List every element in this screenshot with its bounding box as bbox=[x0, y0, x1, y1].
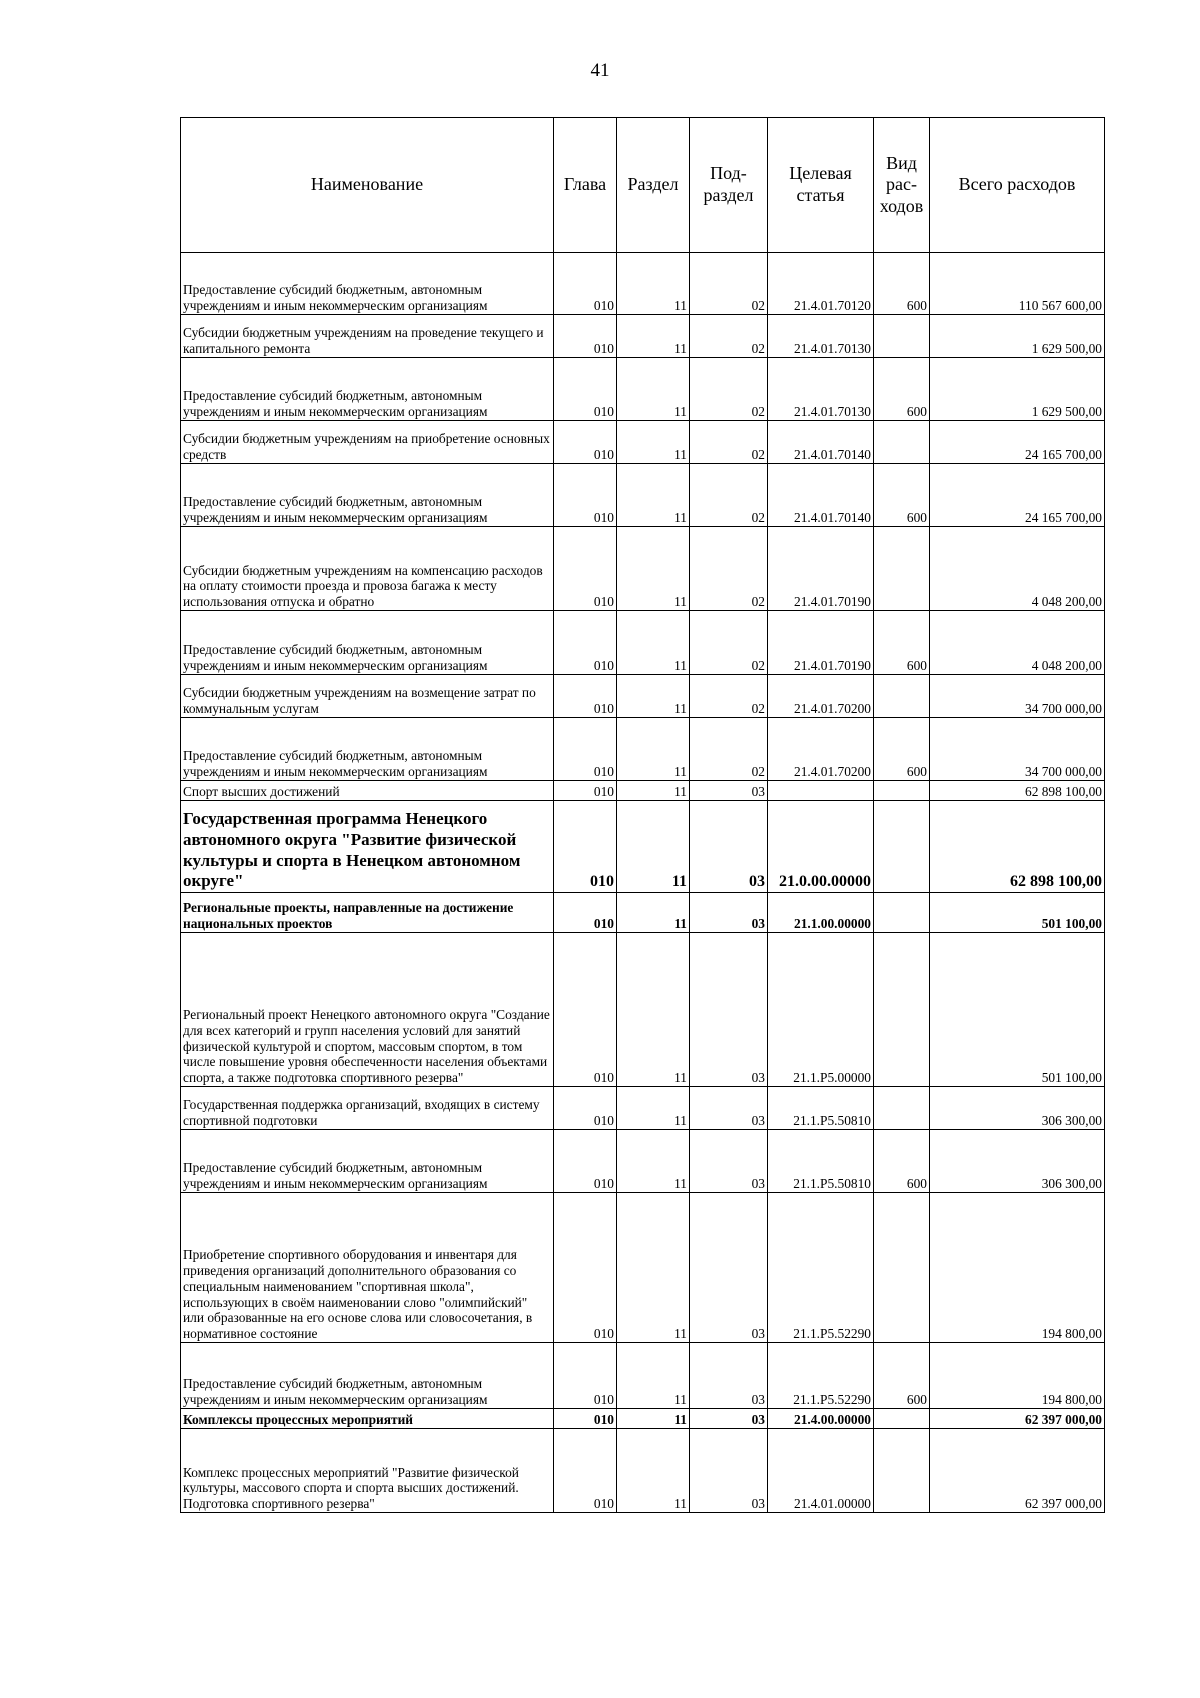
table-row bbox=[181, 675, 1105, 718]
row-razdel: 11 bbox=[617, 1130, 690, 1193]
row-vid: 600 bbox=[874, 1343, 930, 1409]
header-podrazdel: Под-раздел bbox=[690, 118, 768, 253]
row-glava: 010 bbox=[554, 933, 617, 1087]
table-row bbox=[181, 464, 1105, 527]
row-celevaya: 21.1.P5.52290 bbox=[768, 1193, 874, 1343]
row-vsego: 1 629 500,00 bbox=[930, 358, 1105, 421]
table-row bbox=[181, 421, 1105, 464]
row-podrazdel: 03 bbox=[690, 1130, 768, 1193]
table-row bbox=[181, 1130, 1105, 1193]
row-name: Спорт высших достижений bbox=[181, 781, 554, 801]
row-glava: 010 bbox=[554, 1193, 617, 1343]
budget-table bbox=[180, 117, 1105, 1513]
row-razdel: 11 bbox=[617, 527, 690, 611]
row-vsego: 62 898 100,00 bbox=[930, 801, 1105, 893]
row-name: Предоставление субсидий бюджетным, автономным учреждениям и иным некоммерческим организациям bbox=[181, 1343, 554, 1409]
row-vsego: 62 898 100,00 bbox=[930, 781, 1105, 801]
row-vsego: 34 700 000,00 bbox=[930, 675, 1105, 718]
row-vid: 600 bbox=[874, 718, 930, 781]
row-glava: 010 bbox=[554, 1087, 617, 1130]
row-glava: 010 bbox=[554, 893, 617, 933]
row-vid bbox=[874, 315, 930, 358]
row-vid bbox=[874, 801, 930, 893]
row-glava: 010 bbox=[554, 781, 617, 801]
row-vid bbox=[874, 1429, 930, 1513]
row-podrazdel: 03 bbox=[690, 1343, 768, 1409]
table-row bbox=[181, 315, 1105, 358]
row-vsego: 24 165 700,00 bbox=[930, 421, 1105, 464]
row-glava: 010 bbox=[554, 1343, 617, 1409]
row-vid bbox=[874, 893, 930, 933]
header-vid: Вид рас-ходов bbox=[874, 118, 930, 253]
row-name: Приобретение спортивного оборудования и инвентаря для приведения организаций дополнительного образования со специальным наименованием "спортивная школа", использующих в своём наименовании слово "олимпийский" или образованные на его основе слова или словосочетания, в нормативное состояние bbox=[181, 1193, 554, 1343]
row-glava: 010 bbox=[554, 315, 617, 358]
row-razdel: 11 bbox=[617, 315, 690, 358]
row-vid bbox=[874, 1087, 930, 1130]
row-name: Предоставление субсидий бюджетным, автономным учреждениям и иным некоммерческим организациям bbox=[181, 718, 554, 781]
row-celevaya: 21.1.00.00000 bbox=[768, 893, 874, 933]
row-celevaya: 21.4.01.70130 bbox=[768, 315, 874, 358]
row-name: Государственная программа Ненецкого автономного округа "Развитие физической культуры и спорта в Ненецком автономном округе" bbox=[181, 801, 554, 893]
row-podrazdel: 03 bbox=[690, 933, 768, 1087]
row-celevaya: 21.4.01.70190 bbox=[768, 611, 874, 675]
row-podrazdel: 03 bbox=[690, 893, 768, 933]
row-razdel: 11 bbox=[617, 933, 690, 1087]
header-vsego: Всего расходов bbox=[930, 118, 1105, 253]
row-podrazdel: 02 bbox=[690, 358, 768, 421]
row-glava: 010 bbox=[554, 801, 617, 893]
row-celevaya: 21.0.00.00000 bbox=[768, 801, 874, 893]
row-vid bbox=[874, 781, 930, 801]
table-row bbox=[181, 718, 1105, 781]
row-name: Предоставление субсидий бюджетным, автономным учреждениям и иным некоммерческим организациям bbox=[181, 611, 554, 675]
row-glava: 010 bbox=[554, 675, 617, 718]
table-row bbox=[181, 1409, 1105, 1429]
row-celevaya: 21.4.01.70130 bbox=[768, 358, 874, 421]
row-celevaya: 21.1.P5.52290 bbox=[768, 1343, 874, 1409]
row-podrazdel: 02 bbox=[690, 315, 768, 358]
row-name: Предоставление субсидий бюджетным, автономным учреждениям и иным некоммерческим организациям bbox=[181, 253, 554, 315]
header-row bbox=[181, 118, 1105, 253]
row-podrazdel: 02 bbox=[690, 527, 768, 611]
row-podrazdel: 03 bbox=[690, 801, 768, 893]
header-glava: Глава bbox=[554, 118, 617, 253]
row-vsego: 24 165 700,00 bbox=[930, 464, 1105, 527]
header-name: Наименование bbox=[181, 118, 554, 253]
row-vid bbox=[874, 421, 930, 464]
row-vsego: 194 800,00 bbox=[930, 1343, 1105, 1409]
row-podrazdel: 02 bbox=[690, 611, 768, 675]
table-row bbox=[181, 1087, 1105, 1130]
row-vid bbox=[874, 1193, 930, 1343]
row-name: Предоставление субсидий бюджетным, автономным учреждениям и иным некоммерческим организациям bbox=[181, 358, 554, 421]
row-razdel: 11 bbox=[617, 1193, 690, 1343]
row-celevaya: 21.4.01.70190 bbox=[768, 527, 874, 611]
row-name: Комплекс процессных мероприятий "Развитие физической культуры, массового спорта и спорта высших достижений. Подготовка спортивного резерва" bbox=[181, 1429, 554, 1513]
row-podrazdel: 03 bbox=[690, 1087, 768, 1130]
row-vid: 600 bbox=[874, 253, 930, 315]
header-celevaya: Целевая статья bbox=[768, 118, 874, 253]
table-row bbox=[181, 781, 1105, 801]
table-row bbox=[181, 1429, 1105, 1513]
row-name: Субсидии бюджетным учреждениям на компенсацию расходов на оплату стоимости проезда и провоза багажа к месту использования отпуска и обратно bbox=[181, 527, 554, 611]
row-vsego: 34 700 000,00 bbox=[930, 718, 1105, 781]
row-glava: 010 bbox=[554, 358, 617, 421]
row-celevaya: 21.4.01.70140 bbox=[768, 421, 874, 464]
row-podrazdel: 02 bbox=[690, 421, 768, 464]
row-vsego: 110 567 600,00 bbox=[930, 253, 1105, 315]
row-glava: 010 bbox=[554, 718, 617, 781]
row-vid bbox=[874, 527, 930, 611]
row-glava: 010 bbox=[554, 253, 617, 315]
row-vsego: 62 397 000,00 bbox=[930, 1409, 1105, 1429]
row-vsego: 4 048 200,00 bbox=[930, 611, 1105, 675]
row-razdel: 11 bbox=[617, 801, 690, 893]
row-celevaya: 21.4.01.70140 bbox=[768, 464, 874, 527]
row-razdel: 11 bbox=[617, 358, 690, 421]
row-glava: 010 bbox=[554, 421, 617, 464]
row-vsego: 1 629 500,00 bbox=[930, 315, 1105, 358]
row-glava: 010 bbox=[554, 1409, 617, 1429]
row-razdel: 11 bbox=[617, 718, 690, 781]
row-glava: 010 bbox=[554, 464, 617, 527]
row-vsego: 501 100,00 bbox=[930, 893, 1105, 933]
table-row bbox=[181, 801, 1105, 893]
row-podrazdel: 03 bbox=[690, 1429, 768, 1513]
row-razdel: 11 bbox=[617, 464, 690, 527]
row-razdel: 11 bbox=[617, 421, 690, 464]
table-row bbox=[181, 1193, 1105, 1343]
row-glava: 010 bbox=[554, 1429, 617, 1513]
row-vid bbox=[874, 933, 930, 1087]
row-vsego: 62 397 000,00 bbox=[930, 1429, 1105, 1513]
row-podrazdel: 02 bbox=[690, 718, 768, 781]
row-vsego: 306 300,00 bbox=[930, 1130, 1105, 1193]
row-podrazdel: 03 bbox=[690, 1193, 768, 1343]
row-name: Предоставление субсидий бюджетным, автономным учреждениям и иным некоммерческим организациям bbox=[181, 1130, 554, 1193]
row-vsego: 306 300,00 bbox=[930, 1087, 1105, 1130]
row-vsego: 4 048 200,00 bbox=[930, 527, 1105, 611]
row-razdel: 11 bbox=[617, 1409, 690, 1429]
row-razdel: 11 bbox=[617, 781, 690, 801]
row-name: Предоставление субсидий бюджетным, автономным учреждениям и иным некоммерческим организациям bbox=[181, 464, 554, 527]
row-vid bbox=[874, 1409, 930, 1429]
row-celevaya: 21.4.01.70120 bbox=[768, 253, 874, 315]
row-razdel: 11 bbox=[617, 1343, 690, 1409]
table-row bbox=[181, 253, 1105, 315]
row-podrazdel: 03 bbox=[690, 1409, 768, 1429]
table-row bbox=[181, 611, 1105, 675]
row-name: Субсидии бюджетным учреждениям на возмещение затрат по коммунальным услугам bbox=[181, 675, 554, 718]
row-name: Региональный проект Ненецкого автономного округа "Создание для всех категорий и групп населения условий для занятий физической культурой и спортом, массовым спортом, в том числе повышение уровня обеспеченности населения объектами спорта, а также подготовка спортивного резерва" bbox=[181, 933, 554, 1087]
row-celevaya: 21.4.00.00000 bbox=[768, 1409, 874, 1429]
row-podrazdel: 02 bbox=[690, 675, 768, 718]
row-name: Субсидии бюджетным учреждениям на приобретение основных средств bbox=[181, 421, 554, 464]
table-row bbox=[181, 358, 1105, 421]
row-vid: 600 bbox=[874, 1130, 930, 1193]
row-name: Государственная поддержка организаций, входящих в систему спортивной подготовки bbox=[181, 1087, 554, 1130]
row-name: Субсидии бюджетным учреждениям на проведение текущего и капитального ремонта bbox=[181, 315, 554, 358]
table-row bbox=[181, 933, 1105, 1087]
row-glava: 010 bbox=[554, 611, 617, 675]
row-vid: 600 bbox=[874, 611, 930, 675]
row-razdel: 11 bbox=[617, 893, 690, 933]
row-vsego: 194 800,00 bbox=[930, 1193, 1105, 1343]
row-celevaya: 21.4.01.70200 bbox=[768, 718, 874, 781]
row-name: Региональные проекты, направленные на достижение национальных проектов bbox=[181, 893, 554, 933]
row-celevaya: 21.1.P5.50810 bbox=[768, 1087, 874, 1130]
row-vid: 600 bbox=[874, 464, 930, 527]
row-glava: 010 bbox=[554, 1130, 617, 1193]
table-row bbox=[181, 893, 1105, 933]
row-vsego: 501 100,00 bbox=[930, 933, 1105, 1087]
row-celevaya: 21.4.01.00000 bbox=[768, 1429, 874, 1513]
row-razdel: 11 bbox=[617, 611, 690, 675]
row-celevaya bbox=[768, 781, 874, 801]
row-razdel: 11 bbox=[617, 253, 690, 315]
table-row bbox=[181, 527, 1105, 611]
row-podrazdel: 03 bbox=[690, 781, 768, 801]
row-podrazdel: 02 bbox=[690, 253, 768, 315]
row-podrazdel: 02 bbox=[690, 464, 768, 527]
row-celevaya: 21.1.P5.50810 bbox=[768, 1130, 874, 1193]
row-celevaya: 21.1.P5.00000 bbox=[768, 933, 874, 1087]
row-glava: 010 bbox=[554, 527, 617, 611]
row-razdel: 11 bbox=[617, 1087, 690, 1130]
row-vid bbox=[874, 675, 930, 718]
table-row bbox=[181, 1343, 1105, 1409]
row-vid: 600 bbox=[874, 358, 930, 421]
row-name: Комплексы процессных мероприятий bbox=[181, 1409, 554, 1429]
page-number: 41 bbox=[590, 60, 610, 81]
row-celevaya: 21.4.01.70200 bbox=[768, 675, 874, 718]
header-razdel: Раздел bbox=[617, 118, 690, 253]
row-razdel: 11 bbox=[617, 675, 690, 718]
row-razdel: 11 bbox=[617, 1429, 690, 1513]
